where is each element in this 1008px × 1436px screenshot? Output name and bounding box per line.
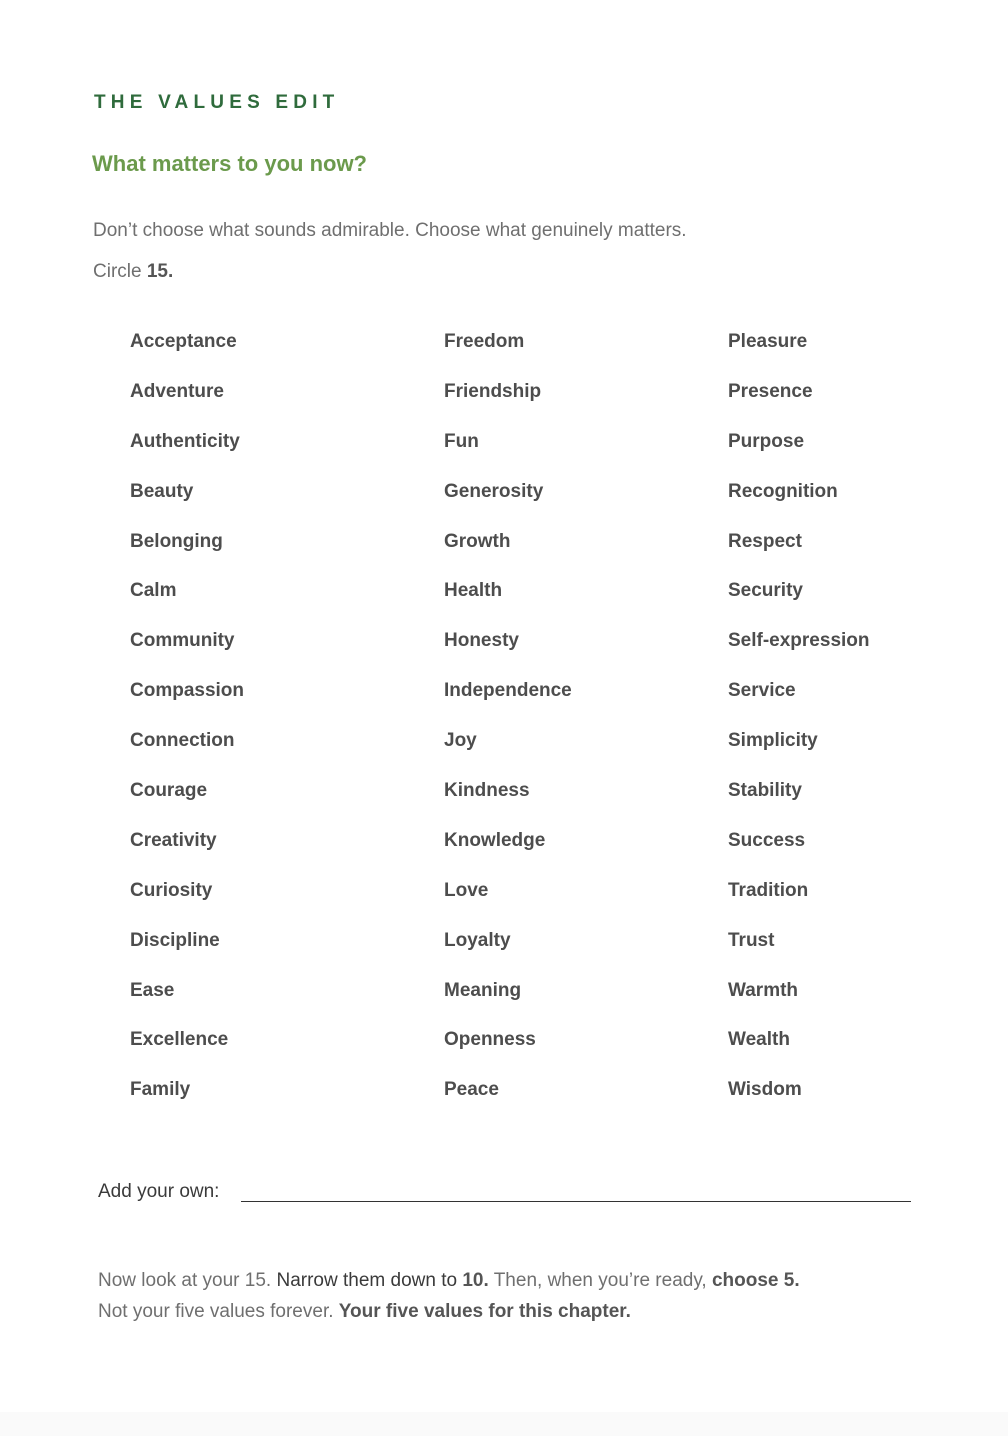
- value-item[interactable]: Family: [130, 1079, 191, 1101]
- value-item[interactable]: Kindness: [444, 780, 530, 802]
- value-item[interactable]: Success: [728, 829, 806, 851]
- value-item[interactable]: Acceptance: [130, 331, 237, 352]
- value-item[interactable]: Growth: [444, 530, 511, 552]
- value-item[interactable]: Simplicity: [728, 730, 818, 752]
- value-item[interactable]: Honesty: [444, 630, 519, 652]
- value-item[interactable]: Beauty: [130, 480, 194, 502]
- circle-count: 15.: [146, 261, 174, 282]
- circle-instruction: [93, 261, 173, 283]
- values-column-1: [130, 330, 244, 1128]
- closing-text: Not your five values forever.: [98, 1301, 339, 1322]
- value-item[interactable]: Friendship: [444, 380, 542, 402]
- closing-emphasis: Your five values for this chapter.: [338, 1301, 631, 1322]
- values-column-2: [444, 330, 572, 1128]
- closing-text: Then, when you’re ready,: [488, 1270, 712, 1291]
- value-item[interactable]: Adventure: [130, 380, 224, 402]
- intro-instruction: Don’t choose what sounds admirable. Choose what genuinely matters.: [93, 220, 687, 241]
- value-item[interactable]: Discipline: [130, 929, 220, 951]
- section-eyebrow: THE VALUES EDIT: [94, 92, 340, 113]
- closing-line-1: [98, 1265, 800, 1296]
- value-item[interactable]: Security: [728, 580, 803, 602]
- value-item[interactable]: Purpose: [728, 430, 805, 452]
- value-item[interactable]: Tradition: [728, 879, 809, 901]
- values-column-3: [728, 330, 870, 1128]
- value-item[interactable]: Authenticity: [130, 430, 240, 452]
- value-item[interactable]: Recognition: [728, 480, 838, 502]
- add-your-own-field[interactable]: [241, 1201, 911, 1202]
- value-item[interactable]: Pleasure: [728, 331, 808, 352]
- value-item[interactable]: Compassion: [130, 680, 245, 702]
- value-item[interactable]: Excellence: [130, 1029, 229, 1051]
- value-item[interactable]: Connection: [130, 730, 235, 752]
- value-item[interactable]: Love: [444, 879, 489, 901]
- closing-line-2: [98, 1296, 800, 1327]
- value-item[interactable]: Knowledge: [444, 829, 546, 851]
- value-item[interactable]: Self-expression: [728, 630, 870, 652]
- value-item[interactable]: Openness: [444, 1029, 536, 1051]
- value-item[interactable]: Respect: [728, 530, 802, 552]
- value-item[interactable]: Trust: [728, 929, 775, 951]
- value-item[interactable]: Health: [444, 580, 503, 602]
- value-item[interactable]: Presence: [728, 380, 813, 402]
- value-item[interactable]: Service: [728, 680, 796, 702]
- value-item[interactable]: Wealth: [728, 1029, 790, 1051]
- value-item[interactable]: Creativity: [130, 829, 217, 851]
- closing-text: Now look at your 15.: [98, 1270, 277, 1291]
- closing-text: Narrow them down to: [276, 1270, 463, 1291]
- page-bottom-band: [0, 1412, 1008, 1436]
- value-item[interactable]: Fun: [444, 430, 479, 452]
- value-item[interactable]: Community: [130, 630, 235, 652]
- value-item[interactable]: Meaning: [444, 979, 522, 1001]
- closing-emphasis: 10.: [462, 1270, 489, 1291]
- value-item[interactable]: Warmth: [728, 979, 799, 1001]
- circle-instruction-prefix: Circle: [93, 261, 147, 282]
- value-item[interactable]: Generosity: [444, 480, 544, 502]
- value-item[interactable]: Calm: [130, 580, 177, 602]
- closing-emphasis: choose 5.: [711, 1270, 800, 1291]
- value-item[interactable]: Peace: [444, 1079, 499, 1101]
- value-item[interactable]: Stability: [728, 780, 802, 802]
- closing-instructions: [98, 1265, 800, 1327]
- value-item[interactable]: Ease: [130, 979, 175, 1001]
- page-title: What matters to you now?: [92, 151, 367, 176]
- value-item[interactable]: Courage: [130, 780, 208, 802]
- value-item[interactable]: Belonging: [130, 530, 223, 552]
- add-your-own-label: Add your own:: [98, 1181, 220, 1202]
- add-your-own-row: [98, 1181, 912, 1205]
- value-item[interactable]: Loyalty: [444, 929, 511, 951]
- value-item[interactable]: Wisdom: [728, 1079, 802, 1101]
- value-item[interactable]: Curiosity: [130, 879, 213, 901]
- value-item[interactable]: Joy: [444, 730, 477, 752]
- value-item[interactable]: Independence: [444, 680, 572, 702]
- value-item[interactable]: Freedom: [444, 331, 525, 352]
